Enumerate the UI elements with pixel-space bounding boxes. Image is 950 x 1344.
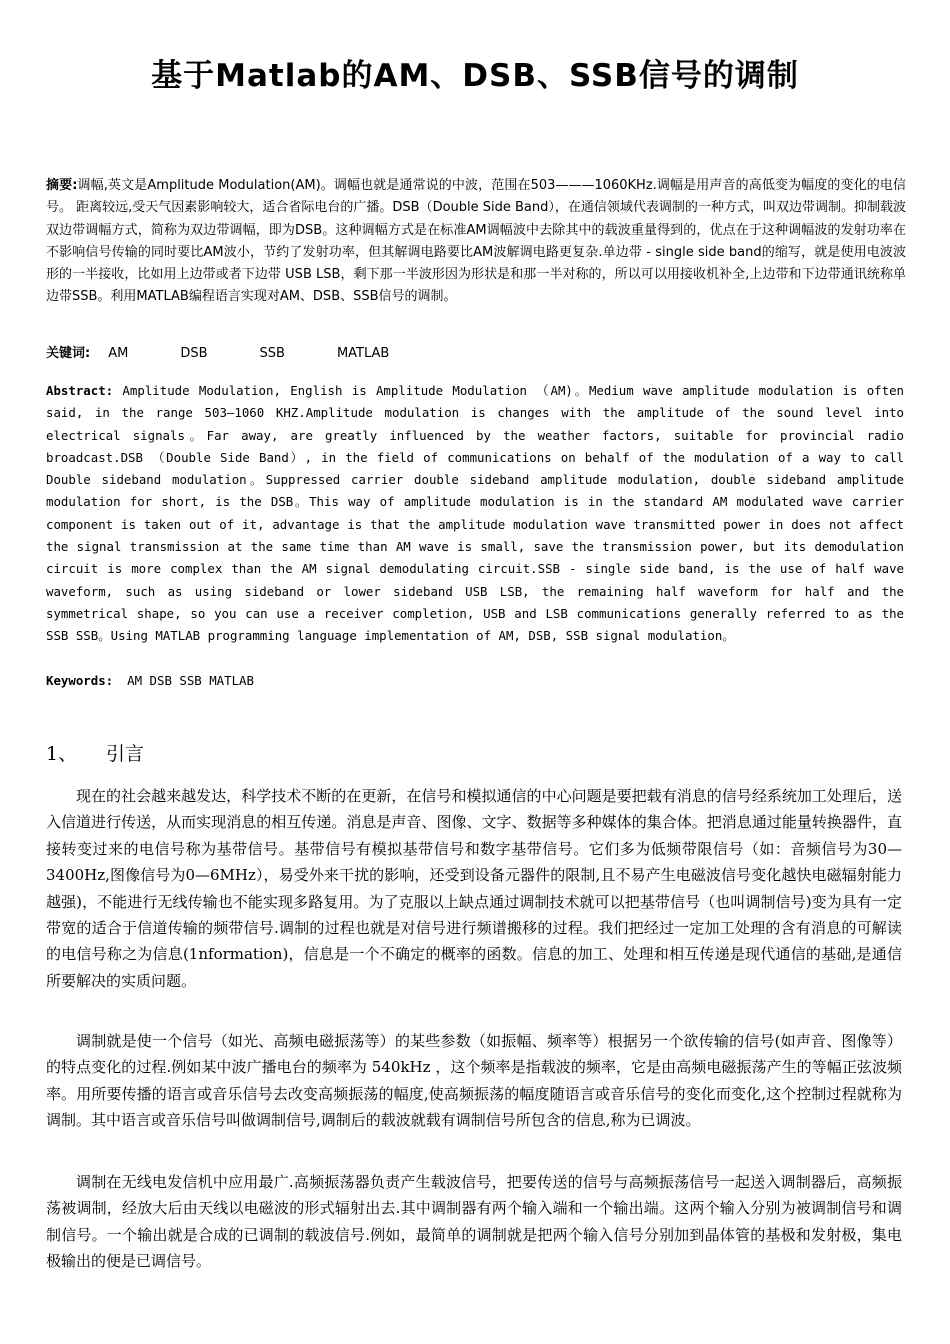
keyword-item: DSB <box>180 346 208 361</box>
section-title: 引言 <box>106 743 145 765</box>
chinese-keywords <box>46 343 906 365</box>
english-keywords <box>46 670 906 692</box>
keyword-item: SSB <box>259 346 285 361</box>
body-paragraph: 调制就是使一个信号（如光、高频电磁振荡等）的某些参数（如振幅、频率等）根据另一个欲传输的信号(如声音、图像等）的特点变化的过程.例如某中波广播电台的频率为 540kHz ，这个频率是指载波的频率，它是由高频电磁振荡产生的等幅正弦波频率。用所要传播的语言或音乐信号去改变高频振荡的幅度,使高频振荡的幅度随语言或音乐信号的变化而变化,这个控制过程就称为调制。其中语言或音乐信号叫做调制信号,调制后的载波就载有调制信号所包含的信息,称为已调波。 <box>46 1032 902 1130</box>
english-abstract-label: Abstract: <box>46 383 114 398</box>
keyword-item: AM <box>108 346 129 361</box>
chinese-keywords-label: 关键词: <box>46 346 91 361</box>
chinese-abstract-label: 摘要: <box>46 178 78 193</box>
section-number: 1、 <box>46 743 78 765</box>
english-keywords-label: Keywords: <box>46 673 114 688</box>
body-paragraph: 调制在无线电发信机中应用最广.高频振荡器负责产生载波信号，把要传送的信号与高频振荡信号一起送入调制器后，高频振荡被调制，经放大后由天线以电磁波的形式辐射出去.其中调制器有两个输入端和一个输出端。这两个输入分别为被调制信号和调制信号。一个输出就是合成的已调制的载波信号.例如，最简单的调制就是把两个输入信号分别加到晶体管的基极和发射极，集电极输出的便是已调信号。 <box>46 1173 902 1271</box>
english-keywords-text: AM DSB SSB MATLAB <box>127 673 254 688</box>
document-title: 基于Matlab的AM、DSB、SSB信号的调制 <box>151 58 799 94</box>
chinese-abstract <box>46 175 906 309</box>
chinese-abstract-text: 调幅,英文是Amplitude Modulation(AM)。调幅也就是通常说的中波，范围在503———1060KHz.调幅是用声音的高低变为幅度的变化的电信号。 距离较远,受天气因素影响较大，适合省际电台的广播。DSB（Double Side Band），在通信领域代表调制的一种方式，叫双边带调制。抑制载波双边带调幅方式，简称为双边带调幅，即为DSB。这种调幅方式是在标准AM调幅波中去除其中的载波重量得到的，优点在于这种调幅波的发射功率在不影响信号传输的同时要比AM波小，节约了发射功率，但其解调电路要比AM波解调电路更复杂.单边带 - single side band的缩写，就是使用电波波形的一半接收，比如用上边带或者下边带 USB LSB，剩下那一半波形因为形状是和那一半对称的，所以可以用接收机补全,上边带和下边带通讯统称单边带SSB。利用MATLAB编程语言实现对AM、DSB、SSB信号的调制。 <box>46 178 906 305</box>
section-heading <box>46 740 144 768</box>
english-abstract <box>46 380 904 648</box>
keyword-item: MATLAB <box>336 346 390 361</box>
english-abstract-text: Amplitude Modulation, English is Amplitude Modulation （AM)。Medium wave amplitude modulation is often said, in the range 503—1060 KHZ.Amplitude modulation is changes with the amplitude of the sound level into electrical signals。Far away, are greatly influenced by the weather factors, suitable for provincial radio broadcast.DSB （Double Side Band）, in the field of communications on behalf of the modulation of a way to call Double sideband modulation。Suppressed carrier double sideband amplitude modulation, double sideband amplitude modulation for short, is the DSB。This way of amplitude modulation is in the standard AM modulated wave carrier component is taken out of it, advantage is that the amplitude modulation wave transmitted power in does not affect the signal transmission at the same time than AM wave is small, save the transmission power, but its demodulation circuit is more complex than the AM signal demodulating circuit.SSB - single side band, is the use of half wave waveform, such as using sideband or lower sideband USB LSB, the remaining half waveform for half and the symmetrical shape, so you can use a receiver completion, USB and LSB communications generally referred to as the SSB SSB。Using MATLAB programming language implementation of AM, DSB, SSB signal modulation。 <box>46 383 904 644</box>
body-paragraph: 现在的社会越来越发达，科学技术不断的在更新，在信号和模拟通信的中心问题是要把载有消息的信号经系统加工处理后，送入信道进行传送，从而实现消息的相互传递。消息是声音、图像、文字、数据等多种媒体的集合体。把消息通过能量转换器件，直接转变过来的电信号称为基带信号。基带信号有模拟基带信号和数字基带信号。它们多为低频带限信号（如：音频信号为30—3400Hz,图像信号为0—6MHz），易受外来干扰的影响，还受到设备元器件的限制,且不易产生电磁波信号变化越快电磁辐射能力越强)，不能进行无线传输也不能实现多路复用。为了克服以上缺点通过调制技术就可以把基带信号（也叫调制信号)变为具有一定带宽的适合于信道传输的频带信号.调制的过程也就是对信号进行频谱搬移的过程。我们把经过一定加工处理的含有消息的可解读的电信号称之为信息(1nformation)，信息是一个不确定的概率的函数。信息的加工、处理和相互传递是现代通信的基础,是通信所要解决的实质问题。 <box>46 787 902 990</box>
